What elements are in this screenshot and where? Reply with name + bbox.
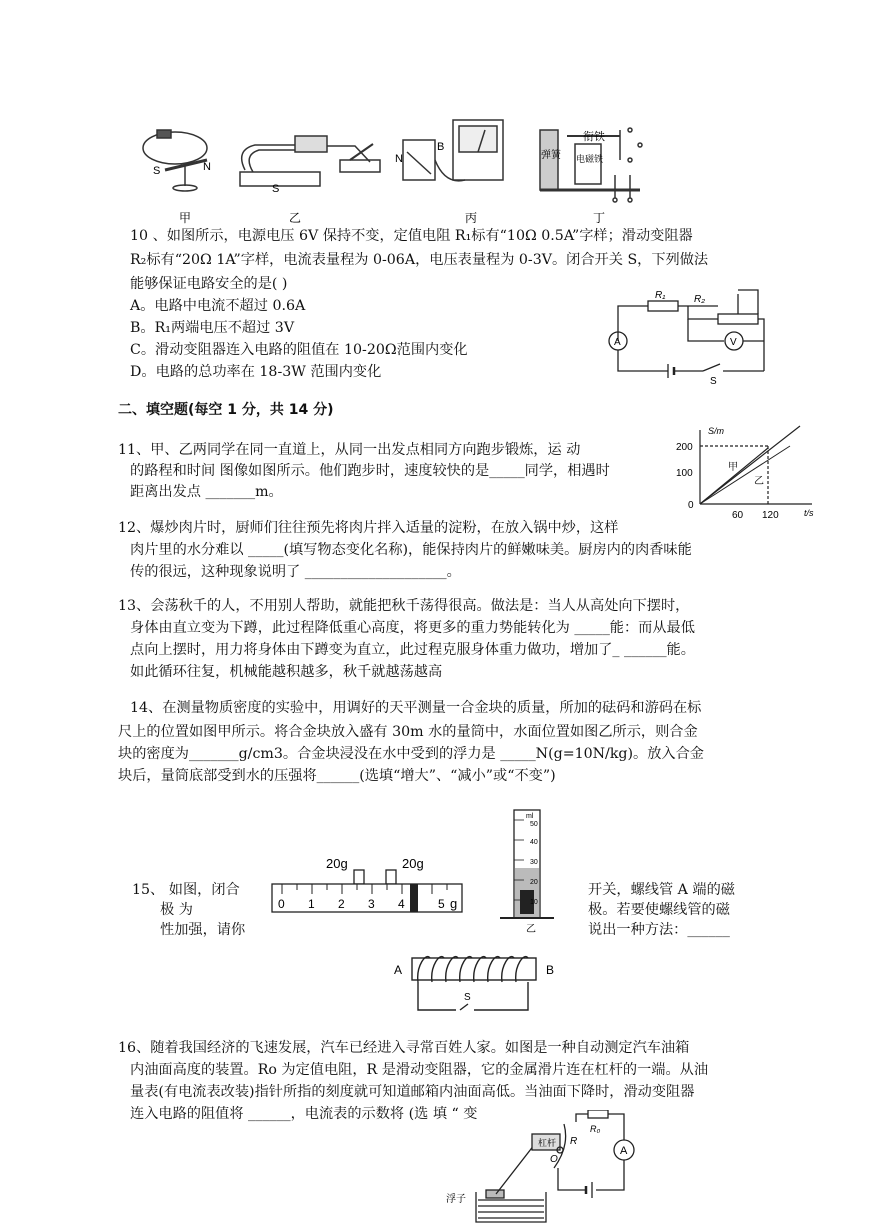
- q11-xtick-60: 60: [732, 510, 744, 520]
- q10-line-2: R₂标有“20Ω 1A”字样，电流表量程为 0-06A，电压表量程为 0-3V。闭合开关 S，下列做法: [130, 252, 709, 268]
- q15-right-3: 说出一种方法：______: [588, 922, 730, 938]
- q15-right-2: 极。若要使螺线管的磁: [588, 902, 730, 918]
- q12-line-3: 传的很远，这种现象说明了 ____________________。: [130, 564, 461, 580]
- q15-switch-label: S: [464, 992, 471, 1003]
- q14-cyl-50: 50: [530, 821, 538, 828]
- q15-right-1: 开关，螺线管 A 端的磁: [588, 882, 735, 898]
- circuit-label-r2: R₂: [694, 294, 706, 305]
- q14-scale-4: 4: [398, 897, 405, 911]
- q11-xlabel: t/s: [804, 508, 814, 518]
- q11-line-2: 的路程和时间 图像如图所示。他们跑步时，速度较快的是_____同学，相遇时: [130, 463, 610, 479]
- caption-jia: 甲: [179, 211, 192, 225]
- q16-label-lever: 杠杆: [538, 1138, 557, 1148]
- q15-end-b: B: [546, 963, 555, 977]
- q14-scale-figure: [262, 850, 467, 930]
- q10-circuit: [598, 286, 774, 386]
- q16-fuel-gauge-drawing: [446, 1110, 644, 1228]
- q14-cylinder-figure: [490, 806, 576, 934]
- q14-scale-drawing: [262, 850, 467, 930]
- q11-graph: [672, 424, 822, 520]
- q11-xtick-120: 120: [762, 510, 779, 520]
- q14-weight-2: 20g: [402, 856, 424, 871]
- top-mark-b: B: [437, 141, 445, 153]
- q14-line-3: 块的密度为_______g/cm3。合金块浸没在水中受到的浮力是 _____N(g=10N/kg)。放入合金: [118, 746, 704, 762]
- q13-line-2: 身体由直立变为下蹲，此过程降低重心高度，将更多的重力势能转化为 _____能：而从最低: [130, 620, 695, 636]
- q10-option-a: A。电路中电流不超过 0.6A: [130, 298, 306, 314]
- ding-label-spring: 弹簧: [541, 150, 561, 161]
- caption-yi: 乙: [289, 211, 302, 225]
- top-mark-s2: S: [272, 183, 280, 195]
- q14-cyl-20: 20: [530, 879, 538, 886]
- q15-left-3: 性加强，请你: [160, 922, 246, 938]
- q15-end-a: A: [394, 963, 403, 977]
- q16-label-r: R: [570, 1136, 578, 1147]
- q16-label-pivot: O: [550, 1154, 558, 1165]
- q12-line-1: 12、爆炒肉片时，厨师们往往预先将肉片拌入适量的淀粉，在放入锅中炒，这样: [118, 520, 619, 536]
- q11-ytick-0: 0: [688, 500, 694, 511]
- q16-label-r0: R₀: [590, 1124, 601, 1134]
- q16-line-4: 连入电路的阻值将 ______，电流表的示数将 (选 填 “ 变: [130, 1106, 478, 1122]
- q14-scale-1: 1: [308, 897, 315, 911]
- q15-left-2: 极 为: [160, 902, 193, 918]
- q14-cyl-40: 40: [530, 839, 538, 846]
- top-mark-s1: S: [153, 165, 161, 177]
- top-figure: [135, 100, 655, 225]
- q11-line-1: 11、甲、乙两同学在同一直道上，从同一出发点相同方向跑步锻炼，运 动: [118, 442, 581, 458]
- q16-label-float: 浮子: [446, 1194, 466, 1205]
- caption-ding: 丁: [593, 211, 606, 225]
- circuit-label-switch: S: [710, 376, 717, 386]
- q16-label-ammeter: A: [620, 1145, 628, 1157]
- circuit-label-ammeter: A: [614, 337, 621, 348]
- circuit-label-voltmeter: V: [730, 337, 737, 348]
- q11-series-yi: 乙: [754, 476, 764, 487]
- q14-line-4: 块后，量筒底部受到水的压强将______(选填“增大”、“减小”或“不变”): [118, 768, 556, 784]
- q11-graph-drawing: [672, 424, 822, 520]
- ding-label-armature: 衔铁: [583, 131, 605, 143]
- q11-ytick-200: 200: [676, 442, 693, 453]
- q11-series-jia: 甲: [728, 462, 738, 473]
- q14-scale-unit: g: [450, 896, 458, 911]
- q10-circuit-drawing: [598, 286, 774, 386]
- q13-line-3: 点向上摆时，用力将身体由下蹲变为直立，此过程克服身体重力做功，增加了_ ______能。: [130, 642, 695, 658]
- q14-cyl-unit: ml: [526, 813, 534, 820]
- q14-line-2: 尺上的位置如图甲所示。将合金块放入盛有 30m 水的量筒中，水面位置如图乙所示，则合金: [118, 724, 698, 740]
- top-mark-n2: N: [395, 153, 403, 165]
- q12-line-2: 肉片里的水分难以 _____(填写物态变化名称)，能保持肉片的鲜嫩味美。厨房内的肉香味能: [130, 542, 692, 558]
- ding-label-electromagnet: 电磁铁: [576, 154, 604, 164]
- q14-line-1: 14、在测量物质密度的实验中，用调好的天平测量一合金块的质量，所加的砝码和游码在标: [130, 700, 702, 716]
- q14-scale-0: 0: [278, 897, 285, 911]
- q14-cyl-10: 10: [530, 899, 538, 906]
- q10-line-3: 能够保证电路安全的是( ): [130, 276, 288, 292]
- q16-line-2: 内油面高度的装置。Ro 为定值电阻，R 是滑动变阻器，它的金属滑片连在杠杆的一端。从油: [130, 1062, 709, 1078]
- q14-cyl-caption: 乙: [526, 924, 536, 934]
- q14-scale-3: 3: [368, 897, 375, 911]
- q11-ytick-100: 100: [676, 468, 693, 479]
- q10-line-1: 10 、如图所示，电源电压 6V 保持不变，定值电阻 R₁标有“10Ω 0.5A”字样；滑动变阻器: [130, 228, 693, 244]
- q15-solenoid-figure: [386, 942, 566, 1022]
- caption-bing: 丙: [465, 211, 478, 225]
- q10-option-c: C。滑动变阻器连入电路的阻值在 10-20Ω范围内变化: [130, 342, 468, 358]
- q14-scale-5: 5: [438, 897, 445, 911]
- q13-line-1: 13、会荡秋千的人，不用别人帮助，就能把秋千荡得很高。做法是：当人从高处向下摆时，: [118, 598, 690, 614]
- q10-option-d: D。电路的总功率在 18-3W 范围内变化: [130, 364, 382, 380]
- q15-left-1: 15、 如图，闭合: [132, 882, 240, 898]
- top-mark-n1: N: [203, 161, 211, 173]
- top-figure-drawing: [135, 100, 655, 225]
- section2-title: 二、填空题(每空 1 分，共 14 分): [118, 402, 334, 418]
- q10-option-b: B。R₁两端电压不超过 3V: [130, 320, 295, 336]
- q11-ylabel: S/m: [708, 426, 725, 436]
- q14-cyl-30: 30: [530, 859, 538, 866]
- q16-fuel-gauge-figure: [446, 1110, 644, 1228]
- q14-cylinder-drawing: [490, 806, 576, 934]
- q11-line-3: 距离出发点 _______m。: [130, 484, 283, 500]
- q16-line-1: 16、随着我国经济的飞速发展，汽车已经进入寻常百姓人家。如图是一种自动测定汽车油箱: [118, 1040, 690, 1056]
- q16-line-3: 量表(有电流表改装)指针所指的刻度就可知道邮箱内油面高低。当油面下降时，滑动变阻器: [130, 1084, 695, 1100]
- q14-scale-2: 2: [338, 897, 345, 911]
- q13-line-4: 如此循环往复，机械能越积越多，秋千就越荡越高: [130, 664, 443, 680]
- q14-weight-1: 20g: [326, 856, 348, 871]
- circuit-label-r1: R₁: [655, 290, 666, 301]
- q15-solenoid-drawing: [386, 942, 566, 1022]
